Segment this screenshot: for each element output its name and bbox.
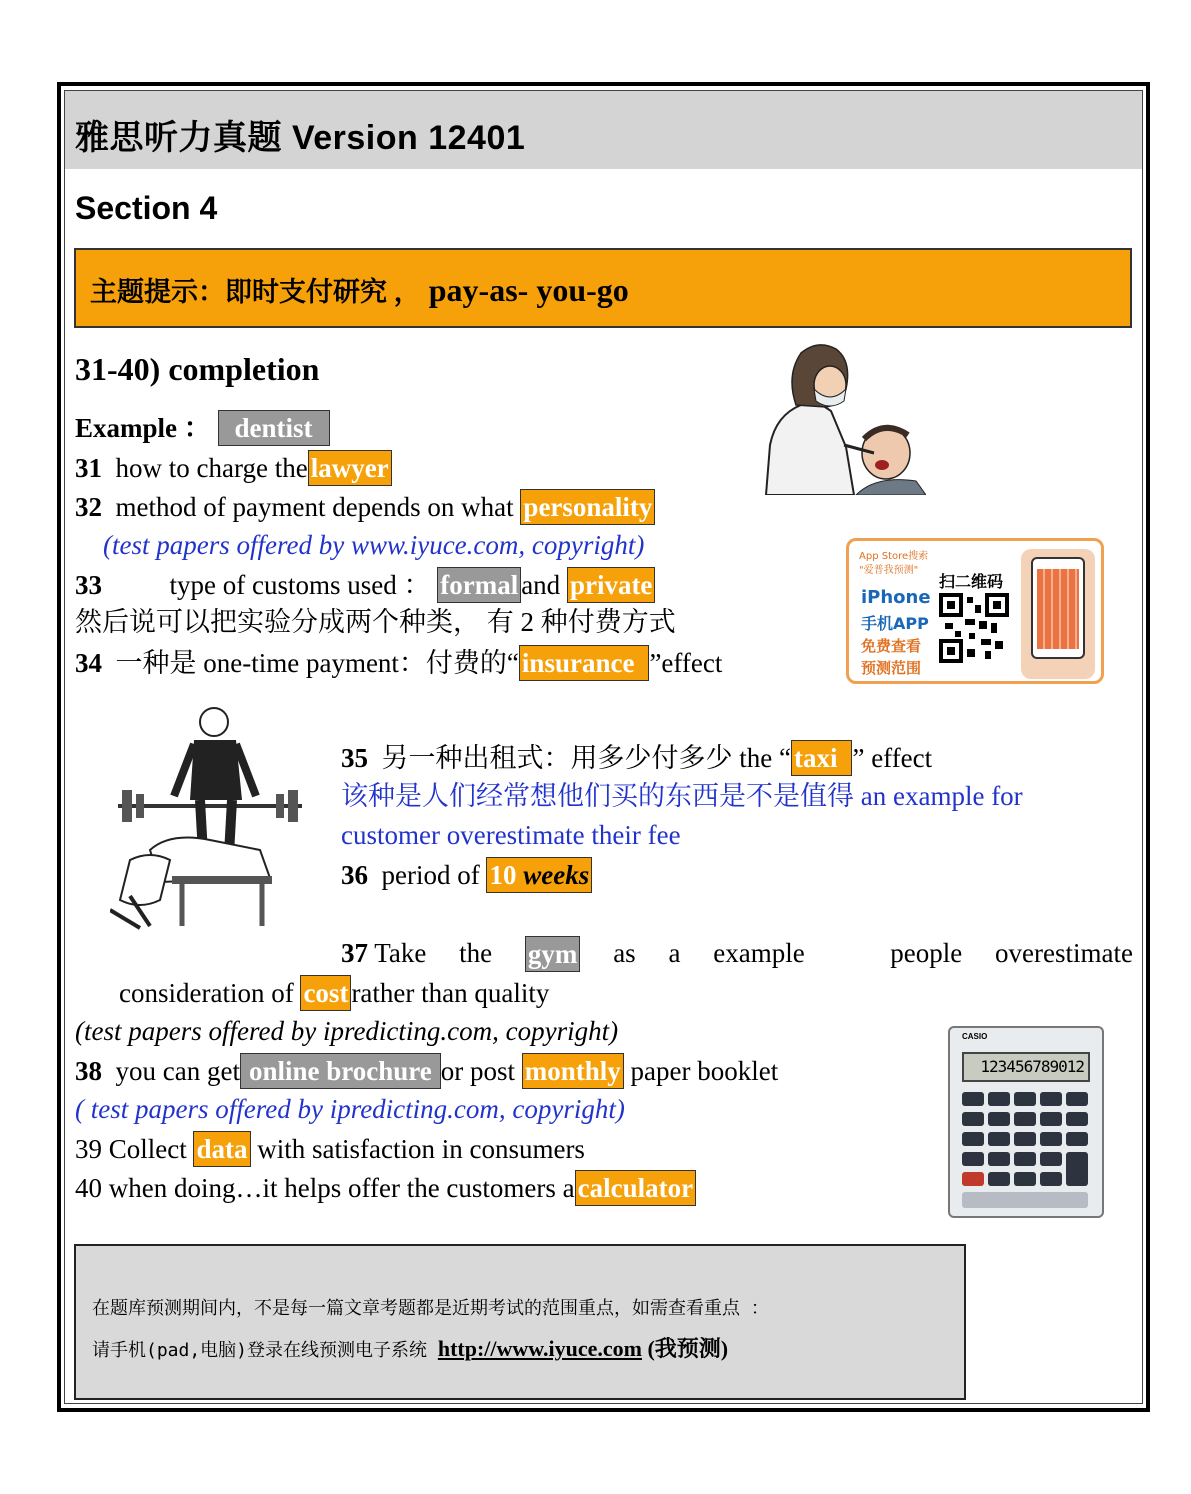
question-32: [75, 489, 655, 525]
question-number: 32: [75, 492, 102, 522]
footer-line-1: 在题库预测期间内，不是每一篇文章考题都是近期考试的范围重点，如需查看重点 ：: [92, 1298, 769, 1319]
word: example: [713, 938, 805, 968]
question-suffix: rather than quality: [351, 978, 550, 1008]
answer-box: taxi: [791, 740, 853, 776]
word: Take: [374, 938, 427, 968]
word: the: [459, 938, 493, 968]
phone-hand-image: [1021, 549, 1095, 679]
ad-scan-text: 扫二维码: [939, 572, 1004, 591]
answer-box: formal: [437, 567, 521, 603]
example-line: [75, 410, 330, 446]
question-34: [75, 645, 722, 681]
question-suffix: paper booklet: [630, 1056, 779, 1086]
footer-notice: [74, 1244, 966, 1400]
section-heading: Section 4: [75, 190, 218, 226]
question-40: [75, 1170, 696, 1206]
answer-box: data: [193, 1131, 250, 1167]
question-number: 31: [75, 453, 102, 483]
answer-unit: weeks: [523, 860, 590, 890]
gym-image: [110, 700, 310, 930]
question-text: how to charge the: [115, 453, 308, 483]
website-name: (我预测): [641, 1336, 729, 1361]
topic-label: 主题提示：即时支付研究 ，: [90, 277, 421, 307]
copyright-note-2: (test papers offered by ipredicting.com, copyright): [75, 1016, 619, 1046]
question-text: you can get: [115, 1056, 240, 1086]
question-31: [75, 450, 392, 486]
question-39: [75, 1131, 585, 1167]
question-text: method of payment depends on what: [115, 492, 514, 522]
question-number: 37: [341, 938, 368, 968]
ad-free-text: 免费查看: [861, 637, 922, 655]
dentist-image: [756, 335, 926, 495]
calculator-keypad-icon: [962, 1092, 1092, 1212]
copyright-note-3: ( test papers offered by ipredicting.com, copyright): [75, 1094, 625, 1124]
word: a: [668, 938, 681, 968]
ad-app-text: 手机APP: [861, 614, 929, 633]
ad-iphone-text: iPhone: [861, 587, 931, 608]
question-36: [341, 857, 592, 893]
example-answer: dentist: [218, 410, 330, 446]
page-title: 雅思听力真题 Version 12401: [75, 119, 526, 157]
question-suffix: with satisfaction in consumers: [257, 1134, 585, 1164]
ad-brand-text: "爱普我预测": [859, 565, 919, 576]
question-suffix: ” effect: [852, 743, 933, 773]
topic-banner: [74, 248, 1132, 328]
answer-box: lawyer: [308, 450, 392, 486]
answer-number: 10: [489, 860, 517, 890]
answer-box: gym: [525, 936, 581, 972]
answer-box: cost: [300, 975, 351, 1011]
note-35-line-2: customer overestimate their fee: [341, 820, 681, 850]
app-ad-banner[interactable]: [846, 538, 1104, 684]
word: overestimate: [995, 938, 1133, 968]
question-text: 39 Collect: [75, 1134, 187, 1164]
answer-box: online brochure: [240, 1053, 441, 1089]
question-38: [75, 1053, 778, 1089]
question-suffix: ”effect: [649, 648, 723, 678]
answer-box: private: [567, 567, 655, 603]
question-text: consideration of: [119, 978, 294, 1008]
question-text: 另一种出租式：用多少付多少 the “: [381, 743, 791, 773]
question-33: [75, 567, 655, 603]
answer-box: monthly: [522, 1053, 624, 1089]
calculator-brand: CASIO: [962, 1032, 988, 1041]
note-33: 然后说可以把实验分成两个种类， 有 2 种付费方式: [75, 607, 676, 637]
connector-text: or post: [440, 1056, 515, 1086]
answer-box: personality: [520, 489, 655, 525]
connector-text: and: [521, 570, 561, 600]
question-text: 一种是 one-time payment：付费的“: [115, 648, 519, 678]
question-37-line-2: [119, 975, 549, 1011]
question-37-line-1: [341, 936, 1133, 972]
answer-box: calculator: [575, 1170, 696, 1206]
question-text: period of: [381, 860, 480, 890]
footer-line-2: [92, 1332, 728, 1363]
topic-english: pay-as- you-go: [428, 272, 629, 308]
example-label: Example ：: [75, 413, 211, 443]
question-number: 35: [341, 743, 368, 773]
word: as: [613, 938, 636, 968]
ad-store-text: App Store搜索: [859, 551, 929, 562]
answer-box: insurance: [519, 645, 650, 681]
word: people: [890, 938, 963, 968]
question-number: 33: [75, 570, 102, 600]
question-35: [341, 740, 932, 776]
question-number: 34: [75, 648, 102, 678]
task-heading: 31-40) completion: [75, 351, 320, 387]
note-35-line-1: 该种是人们经常想他们买的东西是不是值得 an example for: [341, 781, 1023, 811]
calculator-display: 123456789012: [962, 1052, 1090, 1082]
calculator-image: [948, 1026, 1104, 1218]
question-number: 38: [75, 1056, 102, 1086]
ad-range-text: 预测范围: [861, 659, 922, 677]
footer-prefix: 请手机(pad,电脑)登录在线预测电子系统: [92, 1340, 438, 1361]
question-text: 40 when doing…it helps offer the customers a: [75, 1173, 575, 1203]
question-text: type of customs used ：: [169, 570, 431, 600]
website-link[interactable]: http://www.iyuce.com: [437, 1336, 642, 1361]
question-number: 36: [341, 860, 368, 890]
qr-code-icon: [939, 593, 1009, 663]
copyright-note-1: (test papers offered by www.iyuce.com, copyright): [103, 530, 645, 560]
answer-box: [486, 857, 592, 893]
